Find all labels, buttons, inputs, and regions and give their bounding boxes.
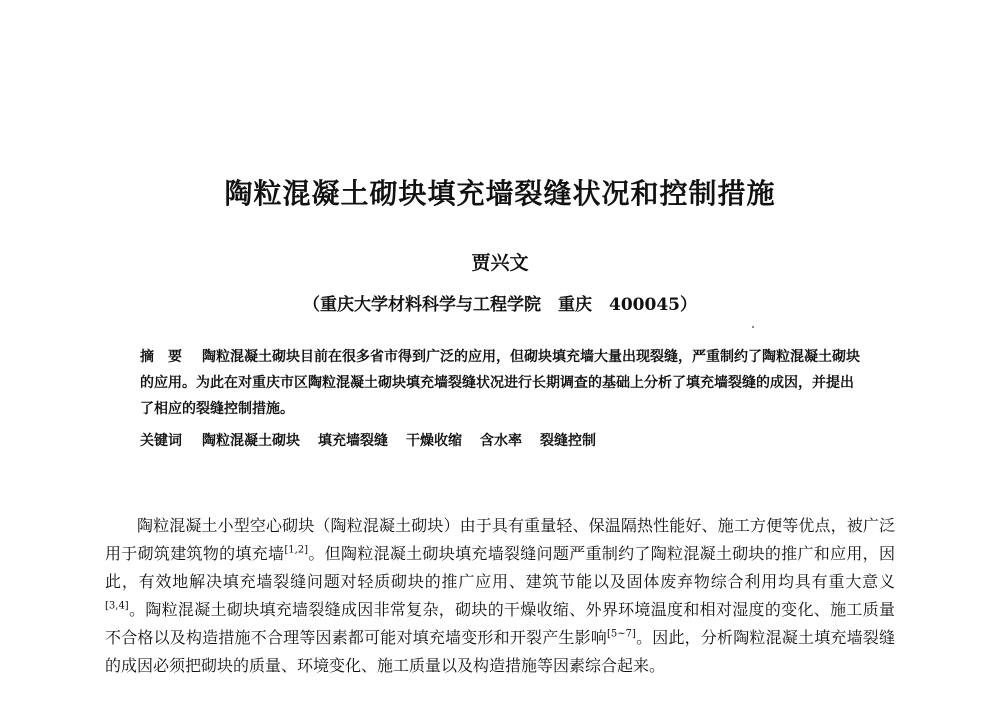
abstract-label: 摘要 — [140, 349, 196, 365]
keyword-item: 裂缝控制 — [540, 433, 596, 449]
citation-ref: [3,4] — [105, 600, 129, 612]
citation-ref: [5~7] — [606, 628, 636, 640]
keywords-block — [140, 430, 860, 450]
keyword-item: 陶粒混凝土砌块 — [202, 433, 300, 449]
keyword-item: 干燥收缩 — [406, 433, 462, 449]
author-affiliation: （重庆大学材料科学与工程学院 重庆 400045） — [303, 295, 697, 315]
body-text: 陶粒混凝土小型空心砌块（陶粒混凝土砌块）由于具有重量轻、保温隔热性能好、施工方便等优点，被广泛用于砌筑建筑物的填充墙 — [105, 516, 895, 563]
citation-ref: [1,2] — [284, 544, 309, 556]
body-text: 。陶粒混凝土砌块填充墙裂缝成因非常复杂，砌块的干燥收缩、外界环境温度和相对湿度的变化、施工质量不合格以及构造措施不合理等因素都可能对填充墙变形和开裂产生影响 — [105, 600, 895, 647]
author-name: 贾兴文 — [471, 252, 529, 274]
abstract-text: 陶粒混凝土砌块目前在很多省市得到广泛的应用，但砌块填充墙大量出现裂缝，严重制约了陶粒混凝土砌块的应用。为此在对重庆市区陶粒混凝土砌块填充墙裂缝状况进行长期调查的基础上分析了填充墙裂缝的成因，并提出了相应的裂缝控制措施。 — [140, 349, 860, 417]
body-text: 。因此，分析陶粒混凝土填充墙裂缝的成因必须把砌块的质量、环境变化、施工质量以及构造措施等因素综合起来。 — [105, 628, 895, 675]
body-text: 。但陶粒混凝土砌块填充墙裂缝问题严重制约了陶粒混凝土砌块的推广和应用，因此，有效地解决填充墙裂缝问题对轻质砌块的推广应用、建筑节能以及固体废弃物综合利用均具有重大意义 — [105, 544, 895, 591]
paper-title: 陶粒混凝土砌块填充墙裂缝状况和控制措施 — [224, 177, 776, 210]
introduction-paragraph — [105, 512, 895, 680]
keywords-label: 关键词 — [140, 433, 182, 449]
abstract-block — [140, 344, 860, 422]
keyword-item: 含水率 — [480, 433, 522, 449]
keyword-item: 填充墙裂缝 — [318, 433, 388, 449]
scan-speck — [752, 326, 754, 328]
